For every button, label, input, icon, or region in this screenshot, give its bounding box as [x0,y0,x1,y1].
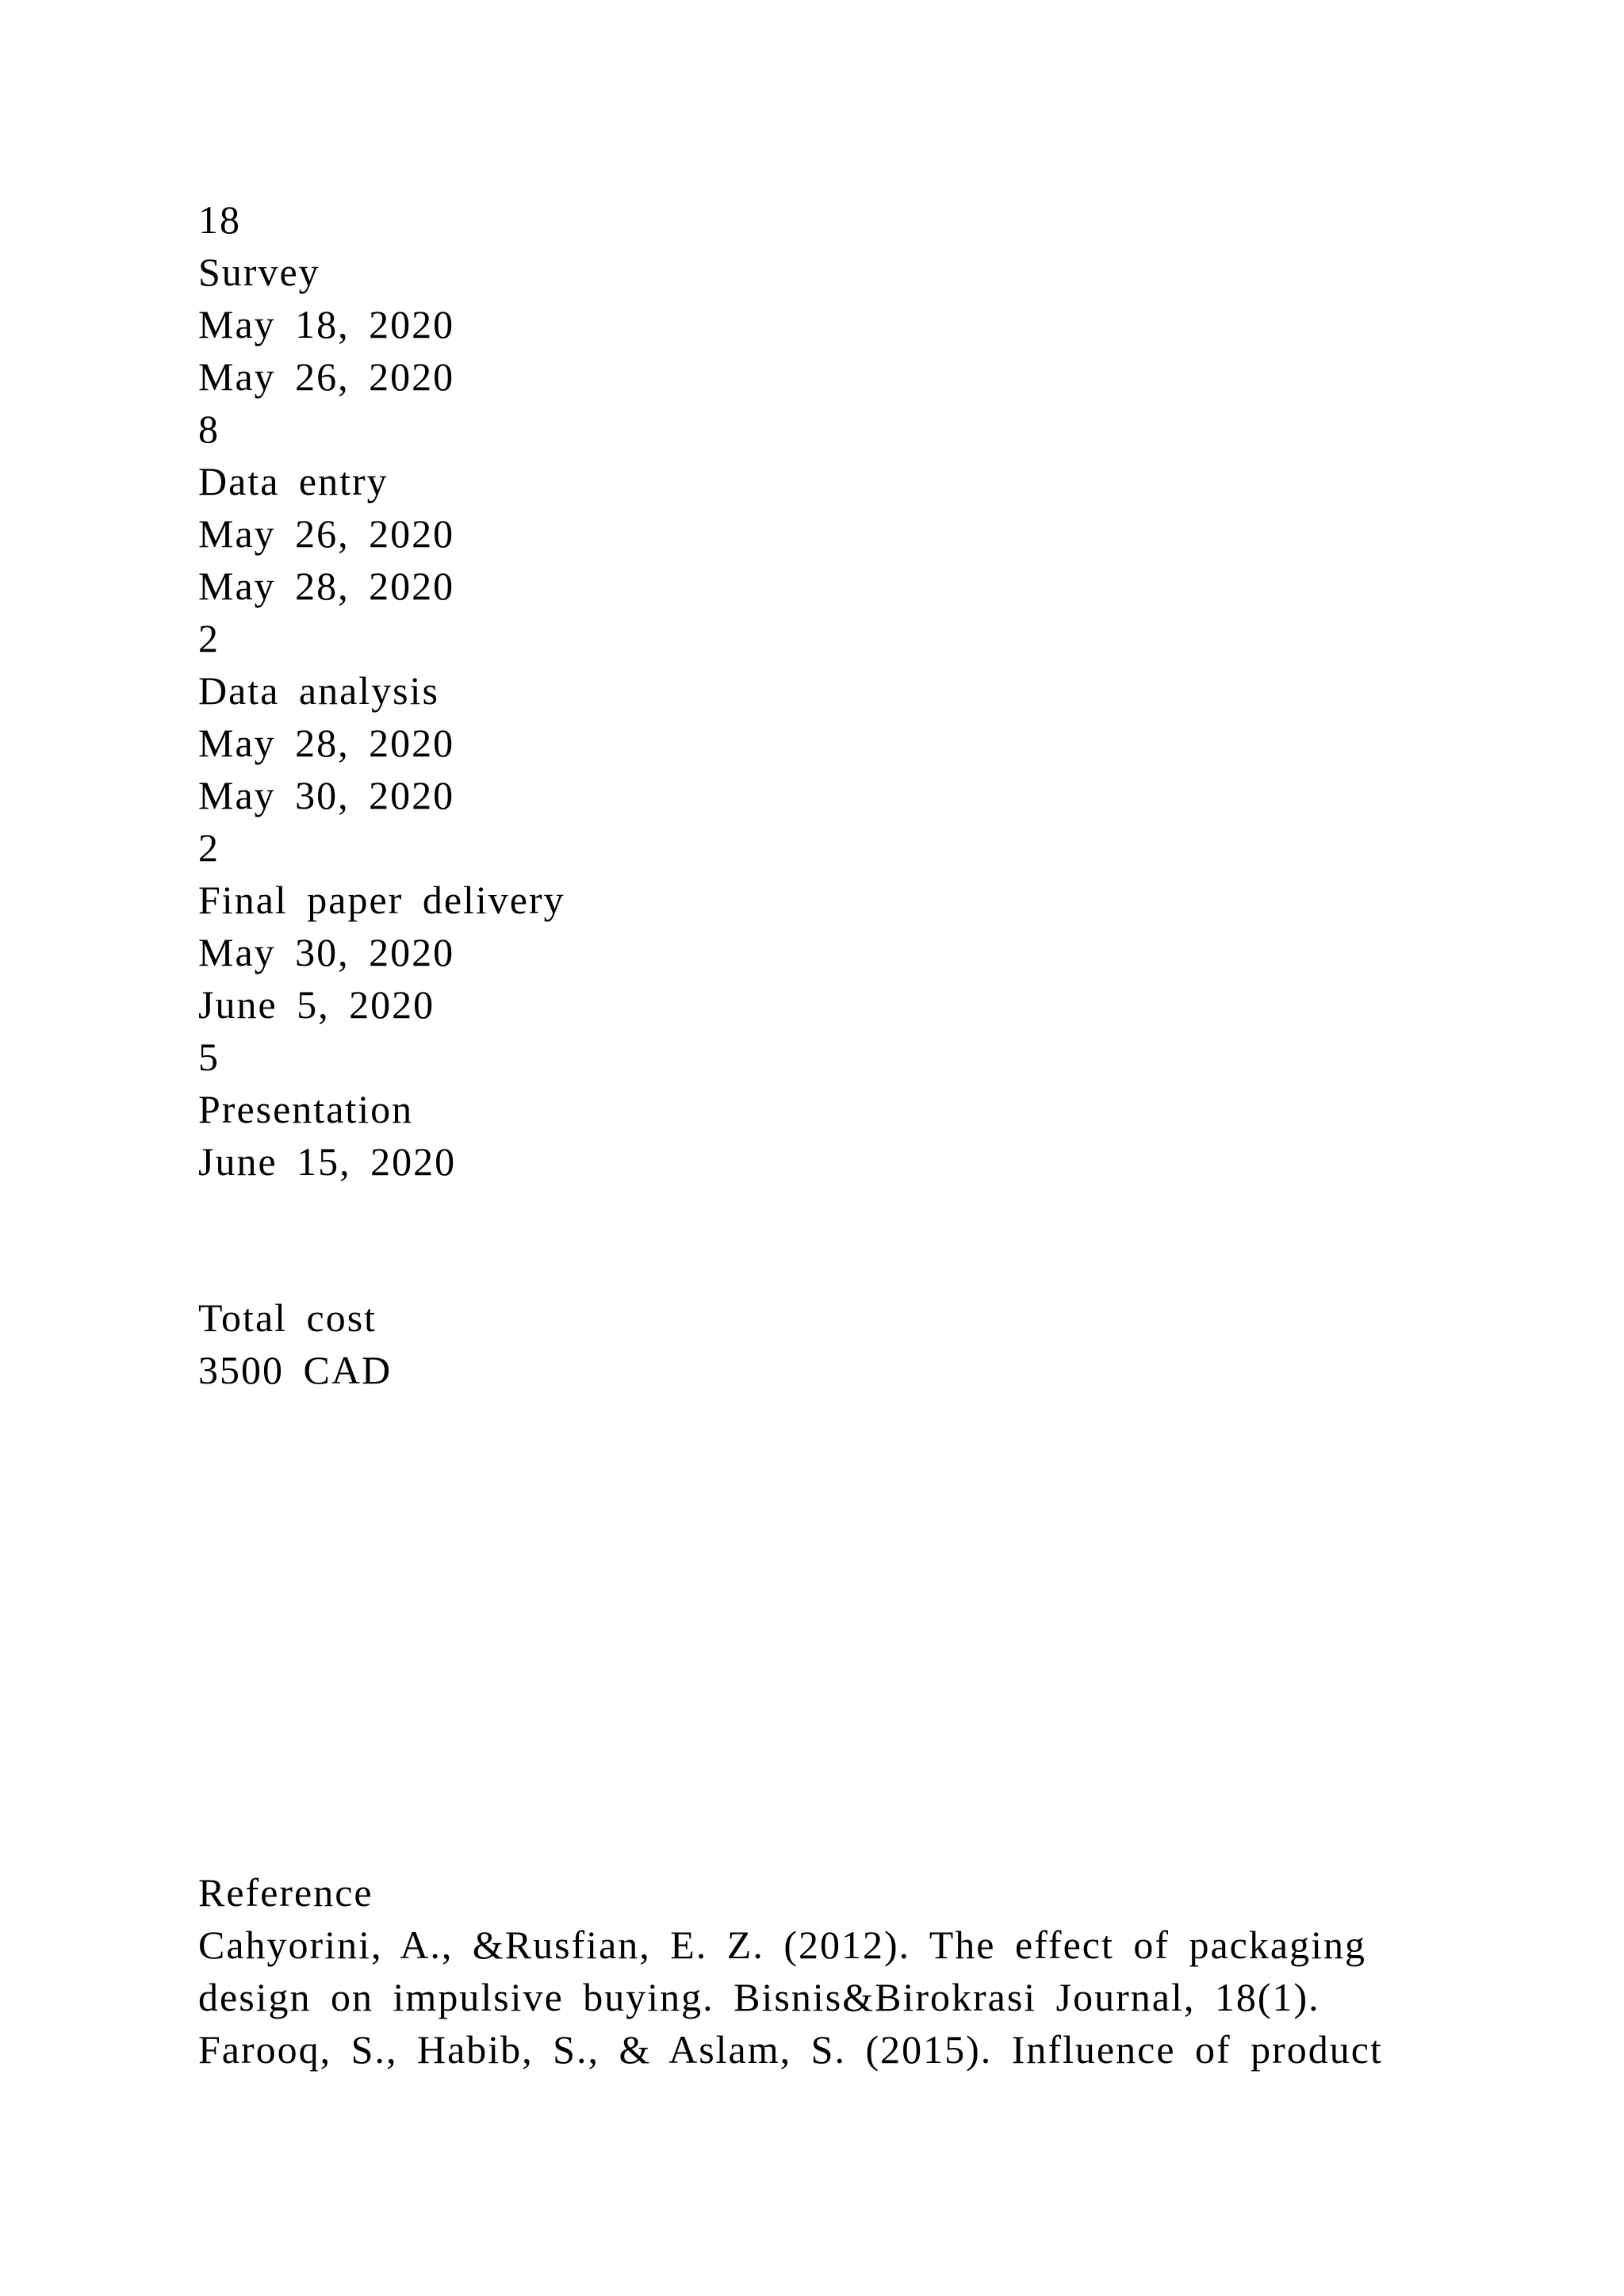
schedule-line: 5 [198,1035,220,1079]
total-cost-label: Total cost [198,1295,377,1340]
schedule-line: May 28, 2020 [198,721,455,765]
schedule-line: 18 [198,197,241,242]
schedule-line: Survey [198,250,320,294]
reference-heading: Reference [198,1870,373,1915]
schedule-line: 2 [198,616,220,660]
reference-line: design on impulsive buying. Bisnis&Birokrasi Journal, 18(1). [198,1975,1320,2019]
schedule-line: May 28, 2020 [198,564,455,608]
schedule-line: Final paper delivery [198,878,565,922]
schedule-line: May 18, 2020 [198,302,455,346]
total-cost-value: 3500 CAD [198,1348,393,1392]
reference-line: Cahyorini, A., &Rusfian, E. Z. (2012). The effect of packaging [198,1923,1366,1967]
schedule-line: May 26, 2020 [198,354,455,399]
schedule-line: 8 [198,407,220,451]
schedule-line: Data analysis [198,668,439,713]
schedule-line: June 5, 2020 [198,982,435,1027]
schedule-line: Presentation [198,1087,414,1131]
schedule-line: Data entry [198,459,389,503]
schedule-line: 2 [198,825,220,870]
schedule-line: June 15, 2020 [198,1139,457,1184]
schedule-line: May 26, 2020 [198,511,455,556]
reference-line: Farooq, S., Habib, S., & Aslam, S. (2015). Influence of product [198,2027,1383,2072]
schedule-line: May 30, 2020 [198,930,455,974]
schedule-line: May 30, 2020 [198,773,455,817]
